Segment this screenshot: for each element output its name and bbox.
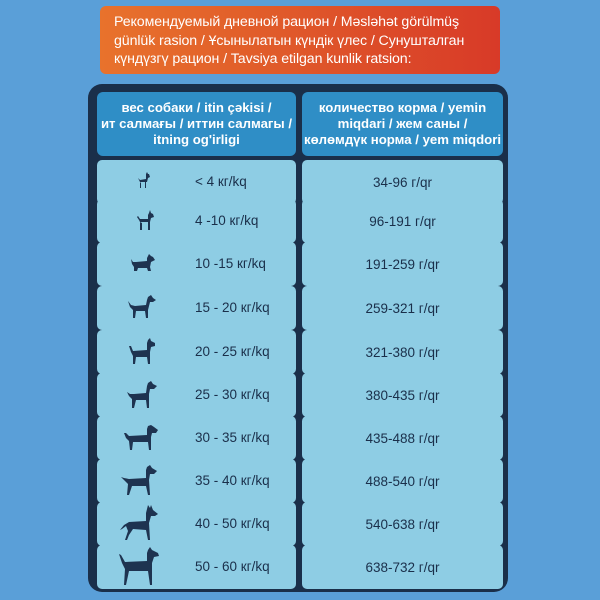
weight-header-line: вес собаки / itin çəkisi / bbox=[121, 100, 272, 115]
weight-range: 15 - 20 кг/kq bbox=[195, 300, 270, 315]
amount-cell bbox=[302, 242, 503, 286]
weight-cell bbox=[97, 160, 296, 204]
amount-cell bbox=[302, 330, 503, 374]
weight-column-header bbox=[97, 92, 296, 156]
table-row bbox=[97, 199, 503, 243]
medium-dog-icon bbox=[128, 338, 156, 366]
feed-amount: 638-732 г/qr bbox=[365, 559, 440, 575]
table-row bbox=[97, 373, 503, 417]
banner-line-3: күндүзгү рацион / Tavsiya etilgan kunlik ratsion: bbox=[114, 51, 412, 67]
amount-header-line: miqdari / жем саны / bbox=[337, 116, 468, 131]
feed-amount: 96-191 г/qr bbox=[369, 213, 436, 229]
table-row bbox=[97, 459, 503, 503]
feed-amount: 488-540 г/qr bbox=[365, 473, 440, 489]
weight-cell bbox=[97, 416, 296, 460]
weight-cell bbox=[97, 373, 296, 417]
table-row bbox=[97, 330, 503, 374]
amount-cell bbox=[302, 199, 503, 243]
weight-range: 20 - 25 кг/kq bbox=[195, 344, 270, 359]
feed-amount: 435-488 г/qr bbox=[365, 430, 440, 446]
feed-amount: 191-259 г/qr bbox=[365, 256, 440, 272]
setter-dog-icon bbox=[126, 380, 158, 410]
table-row bbox=[97, 545, 503, 589]
table-row bbox=[97, 286, 503, 330]
amount-cell bbox=[302, 286, 503, 330]
amount-cell bbox=[302, 502, 503, 546]
weight-cell bbox=[97, 286, 296, 330]
table-row bbox=[97, 160, 503, 204]
amount-cell bbox=[302, 373, 503, 417]
weight-range: 50 - 60 кг/kq bbox=[195, 559, 270, 574]
feed-amount: 540-638 г/qr bbox=[365, 516, 440, 532]
weight-header-line: ит салмағы / иттин салмагы / bbox=[100, 116, 293, 131]
ration-title-banner bbox=[100, 6, 500, 74]
weight-range: 30 - 35 кг/kq bbox=[195, 430, 270, 445]
table-row bbox=[97, 502, 503, 546]
feed-amount: 321-380 г/qr bbox=[365, 344, 440, 360]
weight-range: 10 -15 кг/kq bbox=[195, 256, 266, 271]
banner-line-1: Рекомендуемый дневной рацион / Məsləhət görülmüş bbox=[114, 14, 459, 30]
banner-line-2: günlük rasion / Ұсынылатын күндік үлес / Сунушталган bbox=[114, 32, 465, 49]
weight-range: < 4 кг/kq bbox=[195, 174, 247, 189]
weight-range: 25 - 30 кг/kq bbox=[195, 387, 270, 402]
amount-cell bbox=[302, 160, 503, 204]
tiny-dog-icon bbox=[137, 172, 151, 192]
weight-range: 35 - 40 кг/kq bbox=[195, 473, 270, 488]
weight-cell bbox=[97, 199, 296, 243]
amount-cell bbox=[302, 416, 503, 460]
weight-header-line: itning og'irligi bbox=[153, 132, 240, 147]
weight-range: 40 - 50 кг/kq bbox=[195, 516, 270, 531]
labrador-dog-icon bbox=[123, 424, 159, 452]
amount-header-line: количество корма / yemin bbox=[318, 100, 487, 115]
weight-cell bbox=[97, 330, 296, 374]
table-row bbox=[97, 416, 503, 460]
weight-cell bbox=[97, 502, 296, 546]
table-row bbox=[97, 242, 503, 286]
weight-cell bbox=[97, 545, 296, 589]
terrier-dog-icon bbox=[135, 210, 155, 232]
feed-amount: 34-96 г/qr bbox=[373, 174, 432, 190]
weight-range: 4 -10 кг/kq bbox=[195, 213, 259, 228]
great-dane-dog-icon bbox=[117, 547, 161, 587]
amount-cell bbox=[302, 545, 503, 589]
shepherd-dog-icon bbox=[119, 505, 159, 543]
amount-cell bbox=[302, 459, 503, 503]
amount-column-header bbox=[302, 92, 503, 156]
scottie-dog-icon bbox=[130, 254, 156, 274]
feed-amount: 380-435 г/qr bbox=[365, 387, 440, 403]
pointer-dog-icon bbox=[120, 464, 158, 498]
amount-header-line: көлөмдүк норма / yem miqdori bbox=[303, 132, 502, 147]
feed-amount: 259-321 г/qr bbox=[365, 300, 440, 316]
weight-cell bbox=[97, 459, 296, 503]
weight-cell bbox=[97, 242, 296, 286]
spaniel-dog-icon bbox=[127, 294, 157, 320]
